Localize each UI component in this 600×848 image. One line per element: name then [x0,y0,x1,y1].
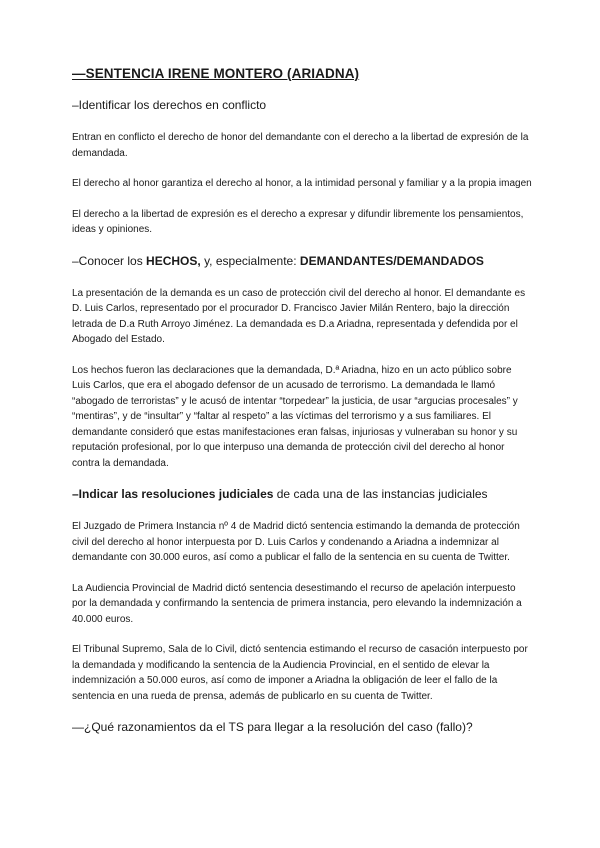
section-heading-razonamientos: —¿Qué razonamientos da el TS para llegar a la resolución del caso (fallo)? [72,720,473,734]
paragraph: La presentación de la demanda es un caso de protección civil del derecho al honor. El demandante es D. Luis Carlos, representado por el procurador D. Francisco Javier Milán Rentero, bajo la dirección letrada de D.a Ruth Arroyo Jiménez. La demandada es D.a Ariadna, representada y defendida por el Abogado del Estado. [72,287,526,345]
paragraph: El Juzgado de Primera Instancia nº 4 de Madrid dictó sentencia estimando la demanda de protección civil del derecho al honor interpuesta por D. Luis Carlos y condenando a Ariadna a indemnizar al demandante con 30.000 euros, así como a publicar el fallo de la sentencia en su cuenta de Twitter. [72,521,520,563]
heading-part-bold: –Indicar las resoluciones judiciales [72,487,274,501]
section-heading-hechos [72,253,532,269]
document-title: —SENTENCIA IRENE MONTERO (ARIADNA) [72,66,360,81]
section-heading-derechos: –Identificar los derechos en conflicto [72,98,267,112]
heading-part-bold: DEMANDANTES/DEMANDADOS [299,253,484,268]
paragraph: La Audiencia Provincial de Madrid dictó sentencia desestimando el recurso de apelación interpuesto por la demandada y confirmando la sentencia de primera instancia, pero elevando la indemnización a 40.000 euros. [72,582,522,625]
heading-part: de cada una de las instancias judiciales [273,487,488,501]
heading-part-bold: HECHOS, [146,253,201,268]
paragraph: Los hechos fueron las declaraciones que la demandada, D.ª Ariadna, hizo en un acto público sobre Luis Carlos, que era el abogado defensor de un acusado de terrorismo. La demandada le llamó “abogado de terroristas” y le acusó de intentar “torpedear” la justicia, de usar “argucias procesales” y “mentiras”, y de “insultar” y “faltar al respeto” a las víctimas del terrorismo y a sus familiares. El demandante consideró que estas manifestaciones eran falsas, injuriosas y vulneraban su honor y su reputación profesional, por lo que interpuso una demanda de protección civil del derecho al honor contra la demandada. [72,364,518,469]
paragraph: Entran en conflicto el derecho de honor del demandante con el derecho a la libertad de expresión de la demandada. [72,132,529,159]
heading-part: –Conocer los [72,253,147,268]
document-page [72,66,532,752]
section-heading-resoluciones [72,486,532,502]
paragraph: El Tribunal Supremo, Sala de lo Civil, dictó sentencia estimando el recurso de casación interpuesto por la demandada y modificando la sentencia de la Audiencia Provincial, en el sentido de elevar la indemnización a 50.000 euros, así como de imponer a Ariadna la obligación de leer el fallo de la sentencia en una rueda de prensa, además de publicarlo en su cuenta de Twitter. [72,644,528,702]
paragraph: El derecho a la libertad de expresión es el derecho a expresar y difundir libremente los pensamientos, ideas y opiniones. [72,208,524,235]
paragraph: El derecho al honor garantiza el derecho al honor, a la intimidad personal y familiar y a la propia imagen [72,178,532,189]
heading-part: y, especialmente: [200,253,300,268]
